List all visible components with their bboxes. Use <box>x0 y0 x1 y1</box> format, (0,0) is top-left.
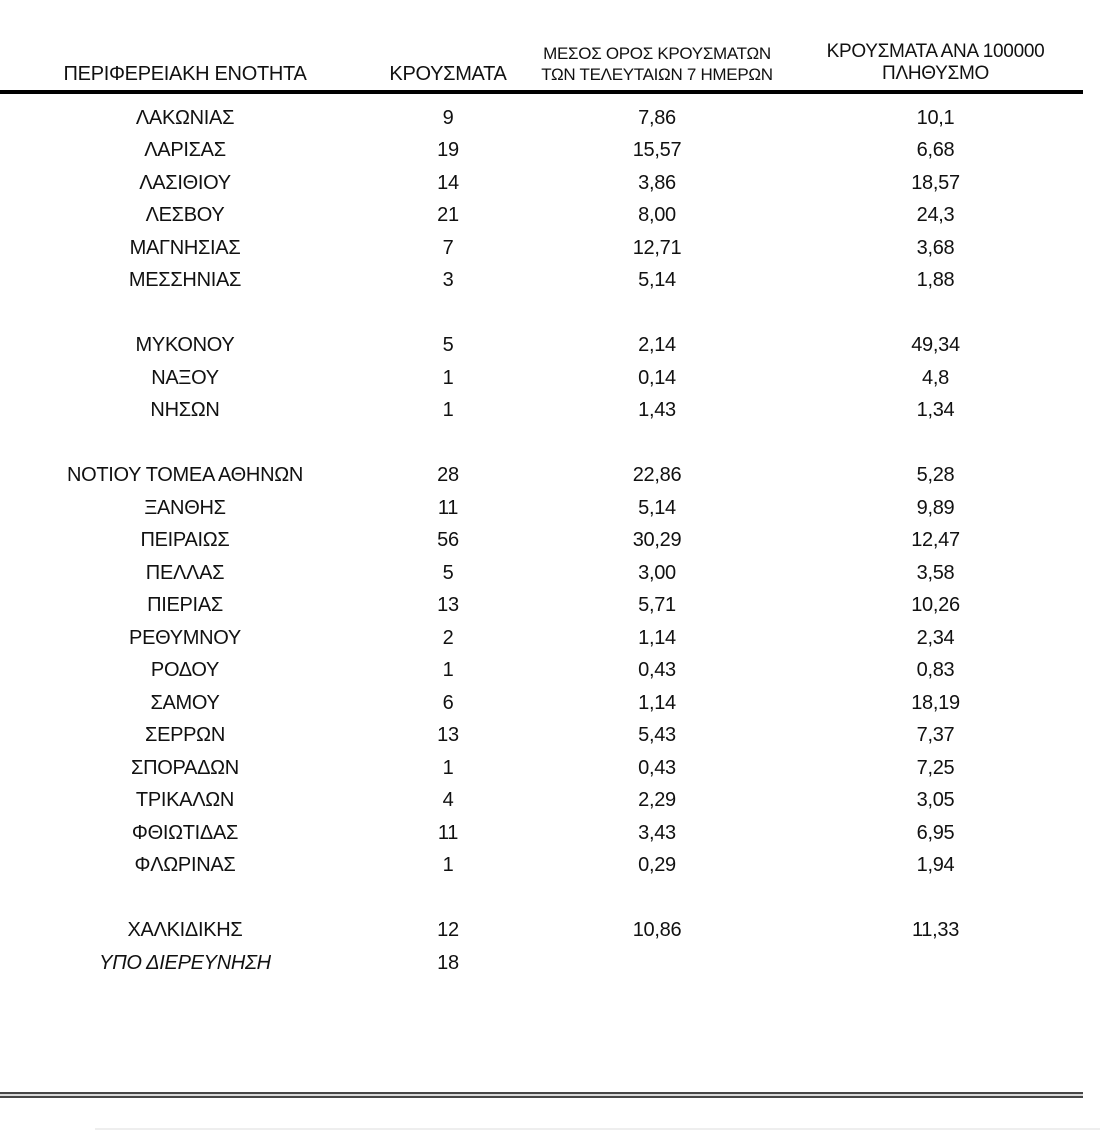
cell-avg7: 0,43 <box>638 756 676 779</box>
column-header-per100k-line1: ΚΡΟΥΣΜΑΤΑ ΑΝΑ 100000 <box>826 41 1045 62</box>
column-header-per100k-line2: ΠΛΗΘΥΣΜΟ <box>882 63 989 84</box>
spacer-row <box>0 427 1083 460</box>
spacer-row <box>0 297 1083 330</box>
cell-cases: 18 <box>437 951 459 974</box>
cell-cases: 56 <box>437 529 459 552</box>
cell-per100k: 0,83 <box>916 659 955 682</box>
cell-avg7: 15,57 <box>632 139 682 162</box>
cell-per100k: 9,89 <box>916 496 955 519</box>
cell-cases: 6 <box>442 691 454 714</box>
column-header-per100k <box>788 41 1083 90</box>
cases-by-region-table <box>0 10 1083 980</box>
table-row <box>0 167 1083 200</box>
cell-per100k: 4,8 <box>922 366 949 389</box>
cell-per100k: 2,34 <box>916 626 955 649</box>
cell-cases: 13 <box>437 724 459 747</box>
cell-avg7: 5,71 <box>638 594 676 617</box>
page-bottom-edge <box>95 1128 1100 1130</box>
cell-per100k: 3,05 <box>916 789 955 812</box>
cell-cases: 1 <box>442 366 454 389</box>
cell-cases: 1 <box>442 756 454 779</box>
cell-region: ΝΟΤΙΟΥ ΤΟΜΕΑ ΑΘΗΝΩΝ <box>66 464 304 487</box>
cell-cases: 5 <box>442 561 454 584</box>
cell-avg7: 7,86 <box>638 106 676 129</box>
cell-cases: 1 <box>442 659 454 682</box>
cell-per100k: 1,88 <box>916 269 955 292</box>
cell-region: ΦΘΙΩΤΙΔΑΣ <box>131 821 239 844</box>
cell-per100k: 18,19 <box>911 691 960 714</box>
cell-cases: 4 <box>442 789 454 812</box>
cell-cases: 2 <box>442 626 454 649</box>
cell-region: ΤΡΙΚΑΛΩΝ <box>135 789 235 812</box>
cell-region: ΝΑΞΟΥ <box>151 366 219 389</box>
table-row <box>0 947 1083 980</box>
table-row <box>0 720 1083 753</box>
cell-cases: 3 <box>442 269 454 292</box>
cell-region: ΛΑΚΩΝΙΑΣ <box>135 106 235 129</box>
cell-avg7: 8,00 <box>638 204 676 227</box>
cell-per100k: 3,68 <box>916 236 955 259</box>
cell-cases: 14 <box>437 171 459 194</box>
table-row <box>0 232 1083 265</box>
cell-region: ΛΕΣΒΟΥ <box>145 204 225 227</box>
cell-cases: 12 <box>437 919 459 942</box>
cell-region: ΡΟΔΟΥ <box>150 659 220 682</box>
table-row <box>0 622 1083 655</box>
cell-per100k: 1,34 <box>916 399 955 422</box>
spacer-row <box>0 882 1083 915</box>
table-row <box>0 200 1083 233</box>
cell-region: ΜΥΚΟΝΟΥ <box>135 334 235 357</box>
cell-avg7: 3,86 <box>638 171 676 194</box>
cell-avg7: 5,43 <box>638 724 676 747</box>
cell-region: ΜΕΣΣΗΝΙΑΣ <box>128 269 242 292</box>
cell-per100k: 1,94 <box>916 854 955 877</box>
column-header-region <box>0 63 370 90</box>
cell-avg7: 30,29 <box>632 529 682 552</box>
cell-avg7: 3,43 <box>638 821 676 844</box>
cell-avg7: 2,14 <box>638 334 676 357</box>
cell-per100k: 7,25 <box>916 756 955 779</box>
cell-region: ΠΕΛΛΑΣ <box>145 561 225 584</box>
table-row <box>0 265 1083 298</box>
table-row <box>0 362 1083 395</box>
table-row <box>0 655 1083 688</box>
cell-per100k: 10,1 <box>916 106 955 129</box>
column-header-avg7-line1: ΜΕΣΟΣ ΟΡΟΣ ΚΡΟΥΣΜΑΤΩΝ <box>543 44 771 63</box>
table-row <box>0 752 1083 785</box>
cell-avg7: 3,00 <box>638 561 676 584</box>
cell-region: ΣΕΡΡΩΝ <box>145 724 225 747</box>
table-row <box>0 785 1083 818</box>
cell-avg7: 1,14 <box>638 691 676 714</box>
cell-region: ΣΑΜΟΥ <box>150 691 220 714</box>
cell-region: ΠΙΕΡΙΑΣ <box>147 594 223 617</box>
table-row <box>0 135 1083 168</box>
table-row <box>0 492 1083 525</box>
cell-region: ΛΑΡΙΣΑΣ <box>144 139 226 162</box>
cell-per100k: 11,33 <box>911 919 960 942</box>
cell-cases: 5 <box>442 334 454 357</box>
cell-per100k: 7,37 <box>916 724 955 747</box>
cell-per100k: 6,68 <box>916 139 955 162</box>
cell-region: ΡΕΘΥΜΝΟΥ <box>129 626 241 649</box>
cell-region: ΛΑΣΙΘΙΟΥ <box>139 171 231 194</box>
cell-avg7: 22,86 <box>632 464 682 487</box>
cell-cases: 28 <box>437 464 459 487</box>
cell-avg7: 1,43 <box>638 399 676 422</box>
cell-per100k: 24,3 <box>916 204 955 227</box>
table-row <box>0 817 1083 850</box>
cell-cases: 11 <box>437 821 459 844</box>
cell-region: ΧΑΛΚΙΔΙΚΗΣ <box>127 919 243 942</box>
cell-cases: 13 <box>437 594 459 617</box>
table-row <box>0 395 1083 428</box>
cell-per100k: 10,26 <box>911 594 960 617</box>
cell-avg7: 5,14 <box>638 269 676 292</box>
cell-avg7: 0,14 <box>638 366 676 389</box>
column-header-cases <box>370 63 526 90</box>
cell-cases: 11 <box>437 496 459 519</box>
cell-cases: 9 <box>442 106 454 129</box>
cell-avg7: 1,14 <box>638 626 676 649</box>
table-row <box>0 915 1083 948</box>
cell-region: ΜΑΓΝΗΣΙΑΣ <box>129 236 241 259</box>
column-header-avg7-line2: ΤΩΝ ΤΕΛΕΥΤΑΙΩΝ 7 ΗΜΕΡΩΝ <box>541 65 773 84</box>
cell-avg7: 10,86 <box>632 919 682 942</box>
table-row <box>0 687 1083 720</box>
table-row <box>0 102 1083 135</box>
cell-region: ΞΑΝΘΗΣ <box>144 496 226 519</box>
column-header-region-label: ΠΕΡΙΦΕΡΕΙΑΚΗ ΕΝΟΤΗΤΑ <box>63 63 307 85</box>
cell-per100k: 49,34 <box>911 334 960 357</box>
cell-per100k: 18,57 <box>911 171 960 194</box>
cell-per100k: 12,47 <box>911 529 960 552</box>
table-row <box>0 850 1083 883</box>
cell-per100k: 6,95 <box>916 821 955 844</box>
cell-region: ΦΛΩΡΙΝΑΣ <box>134 854 236 877</box>
cell-avg7: 12,71 <box>632 236 682 259</box>
cell-region: ΠΕΙΡΑΙΩΣ <box>140 529 230 552</box>
table-row <box>0 460 1083 493</box>
table-row <box>0 590 1083 623</box>
cell-region: ΣΠΟΡΑΔΩΝ <box>131 756 239 779</box>
table-row <box>0 557 1083 590</box>
column-header-avg7 <box>526 43 788 90</box>
cell-avg7: 0,29 <box>638 854 676 877</box>
table-body <box>0 94 1083 980</box>
bottom-double-rule <box>0 1092 1083 1098</box>
table-row <box>0 525 1083 558</box>
cell-per100k: 3,58 <box>916 561 955 584</box>
cell-cases: 19 <box>437 139 459 162</box>
cell-region: ΝΗΣΩΝ <box>150 399 220 422</box>
cell-cases: 7 <box>442 236 454 259</box>
cell-cases: 1 <box>442 399 454 422</box>
cell-avg7: 2,29 <box>638 789 676 812</box>
table-header-row <box>0 10 1083 94</box>
cell-per100k: 5,28 <box>916 464 955 487</box>
cell-region: ΥΠΟ ΔΙΕΡΕΥΝΗΣΗ <box>99 951 271 974</box>
cell-cases: 21 <box>437 204 459 227</box>
table-row <box>0 330 1083 363</box>
cell-avg7: 0,43 <box>638 659 676 682</box>
cell-cases: 1 <box>442 854 454 877</box>
cell-avg7: 5,14 <box>638 496 676 519</box>
column-header-cases-label: ΚΡΟΥΣΜΑΤΑ <box>389 63 507 85</box>
